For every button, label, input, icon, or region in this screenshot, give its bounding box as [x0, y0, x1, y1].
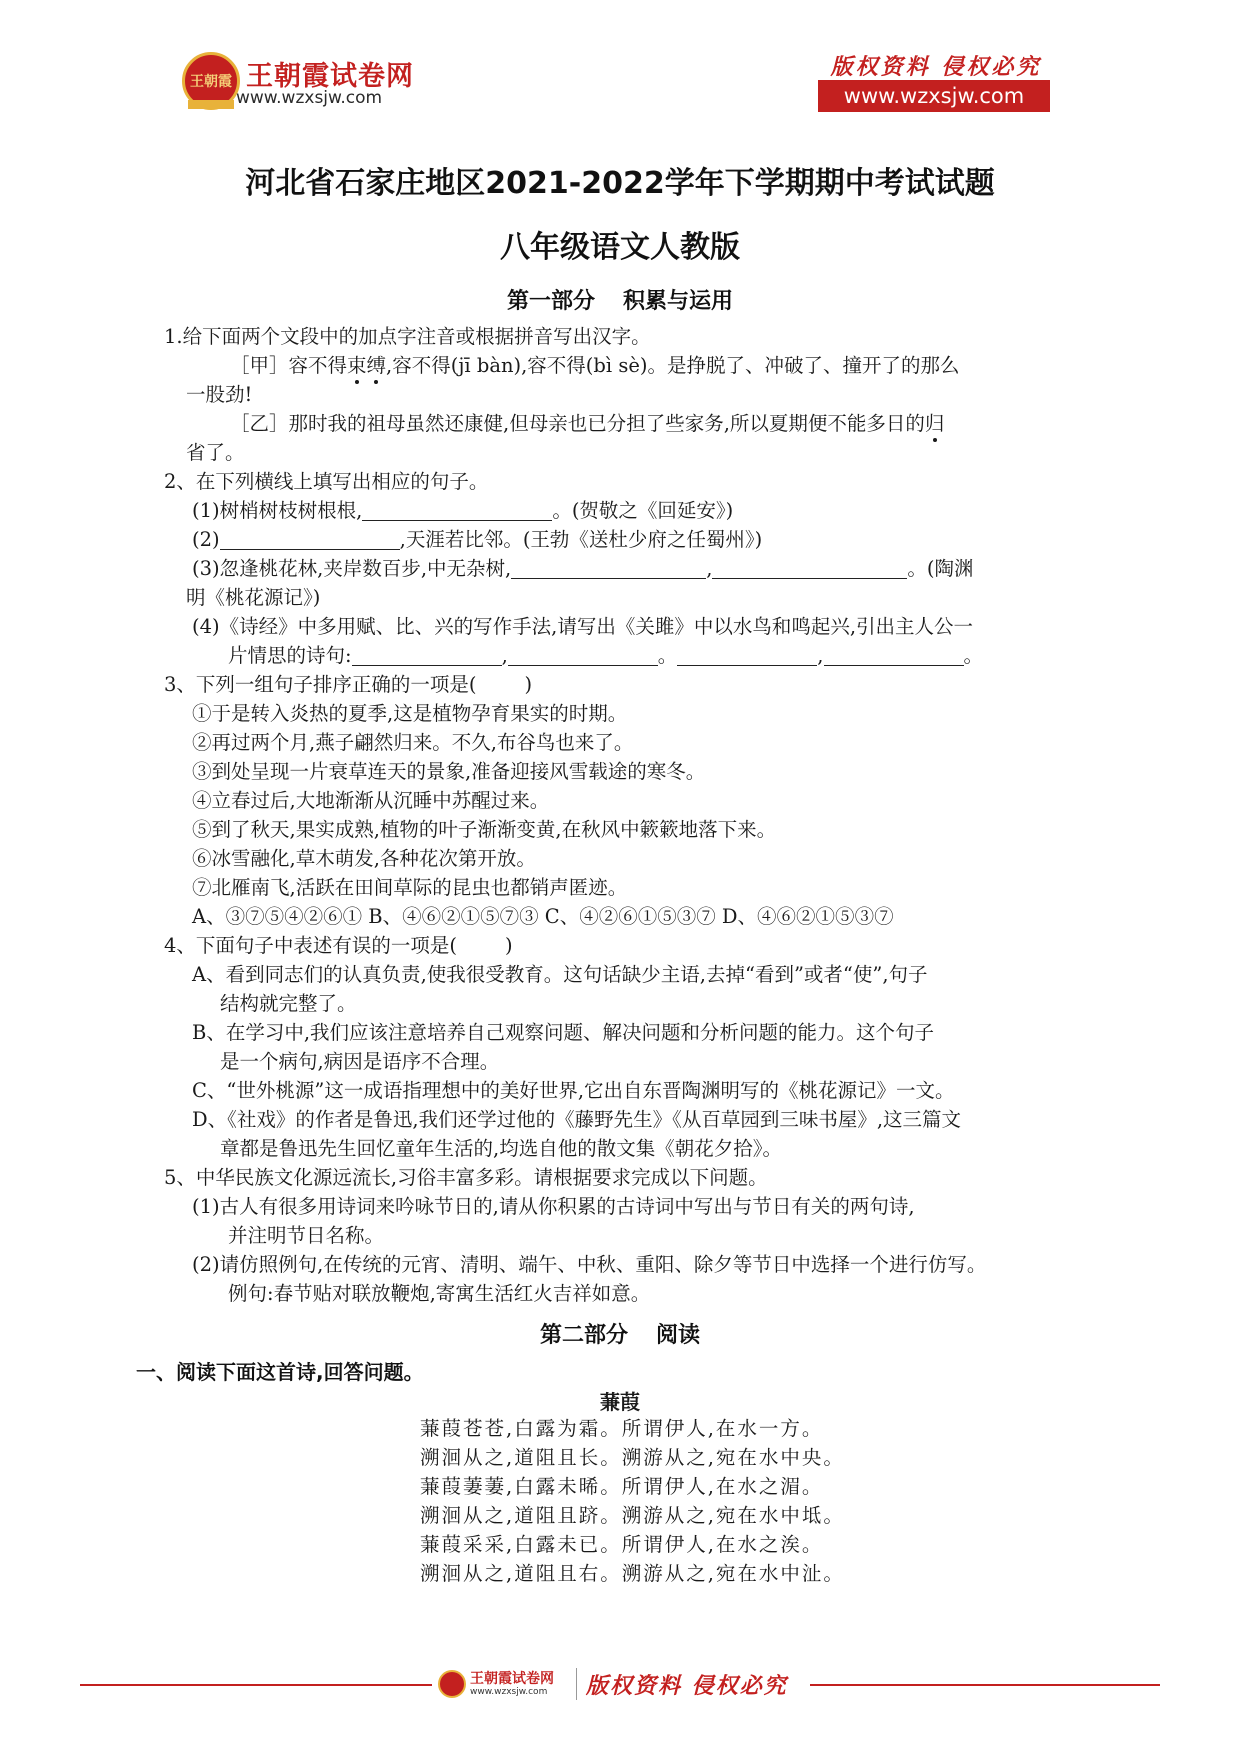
footer-logo-icon — [438, 1670, 466, 1698]
answer-blank[interactable] — [362, 500, 552, 521]
poem-line: 蒹葭苍苍,白露为霜。所谓伊人,在水一方。 — [420, 1417, 824, 1440]
q5-stem: 5、中华民族文化源远流长,习俗丰富多彩。请根据要求完成以下问题。 — [164, 1166, 768, 1189]
reading-heading: 一、阅读下面这首诗,回答问题。 — [136, 1360, 424, 1384]
q2-item-3: (3)忽逢桃花林,夹岸数百步,中无杂树, , 。(陶渊 — [192, 557, 974, 580]
copyright-notice: 版权资料 侵权必究 — [830, 54, 1042, 80]
q3-item: ⑦北雁南飞,活跃在田间草际的昆虫也都销声匿迹。 — [192, 876, 628, 899]
part2-heading — [0, 1318, 1240, 1349]
q1-yi-line1: ［乙］那时我的祖母虽然还康健,但母亲也已分担了些家务,所以夏期便不能多日的归 — [230, 412, 945, 435]
poem-line: 蒹葭萋萋,白露未晞。所谓伊人,在水之湄。 — [420, 1475, 824, 1498]
poem-line: 溯洄从之,道阻且右。溯游从之,宛在水中沚。 — [420, 1562, 845, 1585]
footer-rule-right — [810, 1684, 1160, 1686]
q4-option-b-cont: 是一个病句,病因是语序不合理。 — [220, 1050, 500, 1073]
poem-line: 溯洄从之,道阻且跻。溯游从之,宛在水中坻。 — [420, 1504, 845, 1527]
brand-name: 王朝霞试卷网 — [246, 61, 414, 92]
answer-blank[interactable] — [511, 558, 706, 579]
q3-stem: 3、下列一组句子排序正确的一项是( ) — [164, 673, 533, 696]
dotted-char: 束 — [347, 354, 367, 377]
poem-line: 溯洄从之,道阻且长。溯游从之,宛在水中央。 — [420, 1446, 845, 1469]
q4-stem: 4、下面句子中表述有误的一项是( ) — [164, 934, 513, 957]
q1-jia-line2: 一股劲! — [186, 383, 253, 406]
page-title: 河北省石家庄地区2021-2022学年下学期期中考试试题 — [245, 166, 995, 201]
answer-blank[interactable] — [352, 645, 502, 666]
answer-blank[interactable] — [220, 529, 400, 550]
q4-option-a: A、看到同志们的认真负责,使我很受教育。这句话缺少主语,去掉“看到”或者“使”,句子 — [192, 963, 928, 986]
q1-stem: 1.给下面两个文段中的加点字注音或根据拼音写出汉字。 — [164, 325, 651, 348]
part1-name: 积累与运用 — [623, 289, 734, 314]
q2-item-3-line2: 明《桃花源记》) — [186, 586, 321, 609]
part1-label: 第一部分 — [506, 289, 595, 314]
q3-item: ①于是转入炎热的夏季,这是植物孕育果实的时期。 — [192, 702, 628, 725]
q2-item-1: (1)树梢树枝树根根, 。(贺敬之《回延安》) — [192, 499, 734, 522]
footer-url[interactable]: www.wzxsjw.com — [470, 1687, 548, 1697]
q3-item: ③到处呈现一片衰草连天的景象,准备迎接风雪载途的寒冬。 — [192, 760, 706, 783]
q4-option-a-cont: 结构就完整了。 — [220, 992, 357, 1015]
poem-title: 蒹葭 — [600, 1390, 640, 1414]
answer-blank[interactable] — [508, 645, 658, 666]
answer-blank[interactable] — [824, 645, 964, 666]
q5-part2: (2)请仿照例句,在传统的元宵、清明、端午、中秋、重阳、除夕等节日中选择一个进行仿写。 — [192, 1253, 987, 1276]
q4-option-d: D、《社戏》的作者是鲁迅,我们还学过他的《藤野先生》《从百草园到三味书屋》,这三篇文 — [192, 1108, 962, 1131]
logo-text: 王朝霞 — [190, 74, 232, 90]
q4-option-c: C、“世外桃源”这一成语指理想中的美好世界,它出自东晋陶渊明写的《桃花源记》一文。 — [192, 1079, 955, 1102]
brand-url[interactable]: www.wzxsjw.com — [236, 88, 383, 108]
q2-item-4-line2: 片情思的诗句: , 。 , 。 — [228, 644, 984, 667]
q5-part2-example: 例句:春节贴对联放鞭炮,寄寓生活红火吉祥如意。 — [228, 1282, 651, 1305]
dotted-char: 归 — [924, 412, 945, 435]
dotted-char: 缚 — [366, 354, 387, 377]
footer-divider — [576, 1668, 577, 1700]
url-badge[interactable]: www.wzxsjw.com — [818, 80, 1050, 112]
poem-line: 蒹葭采采,白露未已。所谓伊人,在水之涘。 — [420, 1533, 824, 1556]
answer-blank[interactable] — [712, 558, 907, 579]
footer-copyright: 版权资料 侵权必究 — [586, 1673, 788, 1699]
q4-option-d-cont: 章都是鲁迅先生回忆童年生活的,均选自他的散文集《朝花夕拾》。 — [220, 1137, 782, 1160]
q3-item: ⑥冰雪融化,草木萌发,各种花次第开放。 — [192, 847, 536, 870]
q2-stem: 2、在下列横线上填写出相应的句子。 — [164, 470, 489, 493]
q5-part1: (1)古人有很多用诗词来吟咏节日的,请从你积累的古诗词中写出与节日有关的两句诗, — [192, 1195, 915, 1218]
footer-rule-left — [80, 1684, 432, 1686]
part2-label: 第二部分 — [539, 1323, 628, 1348]
q2-item-2: (2) ,天涯若比邻。(王勃《送杜少府之任蜀州》) — [192, 528, 763, 551]
q4-option-b: B、在学习中,我们应该注意培养自己观察问题、解决问题和分析问题的能力。这个句子 — [192, 1021, 935, 1044]
q3-item: ④立春过后,大地渐渐从沉睡中苏醒过来。 — [192, 789, 550, 812]
footer-brand: 王朝霞试卷网 — [470, 1671, 554, 1687]
q3-item: ⑤到了秋天,果实成熟,植物的叶子渐渐变黄,在秋风中簌簌地落下来。 — [192, 818, 777, 841]
page-subtitle: 八年级语文人教版 — [500, 230, 740, 265]
part1-heading — [0, 284, 1240, 315]
q2-item-4: (4)《诗经》中多用赋、比、兴的写作手法,请写出《关雎》中以水鸟和鸣起兴,引出主人公一 — [192, 615, 974, 638]
q1-yi-line2: 省了。 — [186, 441, 245, 464]
q3-options: A、③⑦⑤④②⑥① B、④⑥②①⑤⑦③ C、④②⑥①⑤③⑦ D、④⑥②①⑤③⑦ — [192, 905, 894, 928]
q3-item: ②再过两个月,燕子翩然归来。不久,布谷鸟也来了。 — [192, 731, 634, 754]
part2-name: 阅读 — [656, 1323, 701, 1348]
logo-ribbon — [188, 100, 234, 109]
q5-part1-cont: 并注明节日名称。 — [228, 1224, 385, 1247]
answer-blank[interactable] — [677, 645, 817, 666]
q1-jia-line1: ［甲］容不得束缚,容不得(jī bàn),容不得(bì sè)。是挣脱了、冲破了、撞开了的那么 — [230, 354, 960, 377]
